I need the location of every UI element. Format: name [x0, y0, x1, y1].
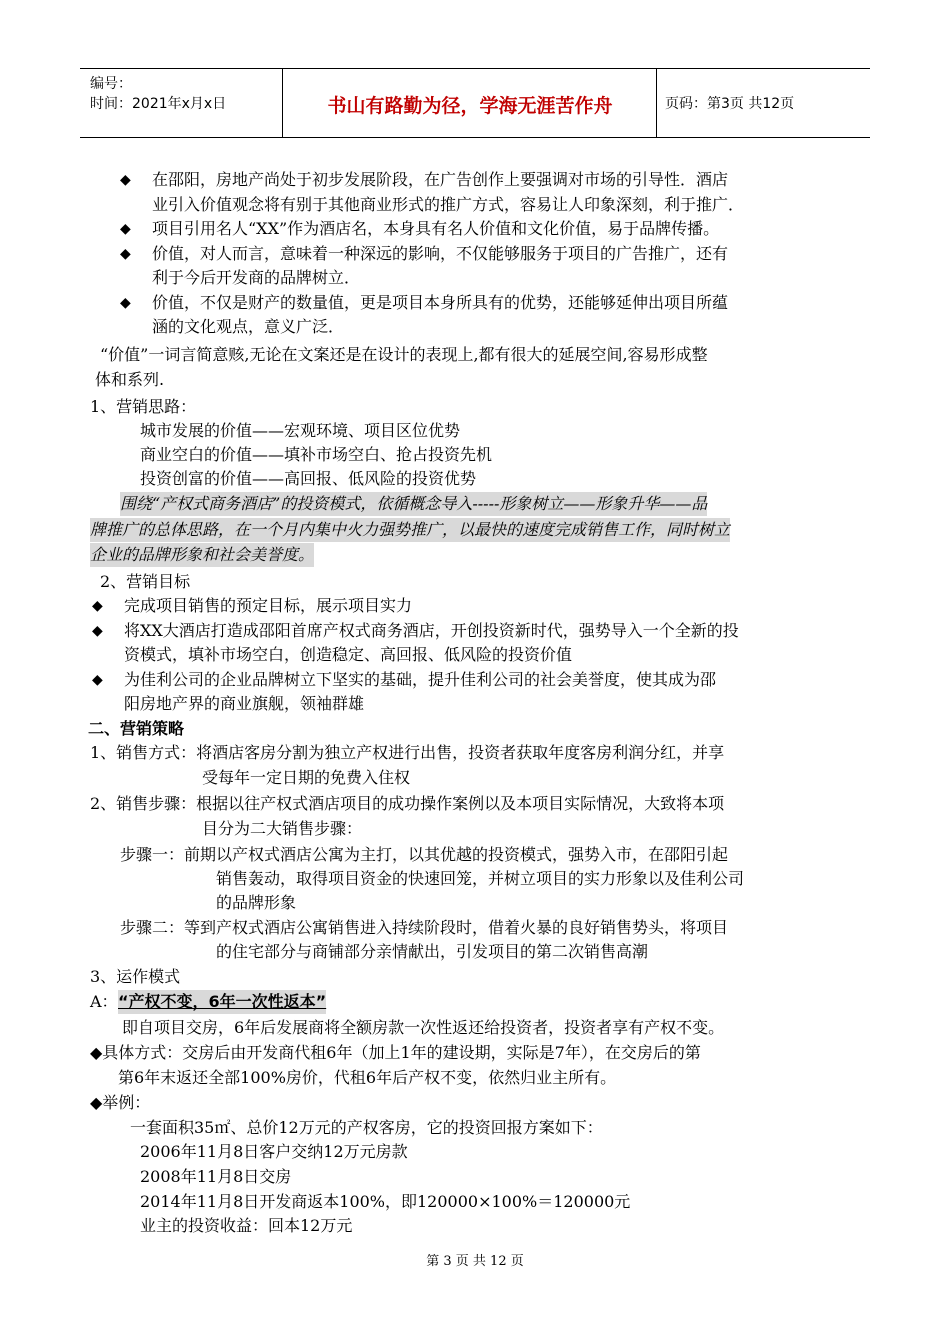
page-footer: 第 3 页 共 12 页	[426, 1254, 524, 1269]
paragraph-line: 体和系列.	[95, 370, 165, 389]
header-table	[80, 68, 870, 138]
header-page-number: 页码：第3页 共12页	[665, 96, 795, 112]
paragraph-line: “价值”一词言简意赅,无论在文案还是在设计的表现上,都有很大的延展空间,容易形成整	[100, 345, 708, 364]
mode-label: A：	[90, 992, 118, 1011]
paragraph-line: 阳房地产界的商业旗舰，领袖群雄	[124, 694, 365, 713]
header-divider	[656, 69, 657, 137]
highlighted-line: 牌推广的总体思路，在一个月内集中火力强势推广，以最快的速度完成销售工作，同时树立	[90, 518, 730, 542]
paragraph-line: 步骤二：等到产权式酒店公寓销售进入持续阶段时，借着火暴的良好销售势头，将项目	[120, 918, 729, 937]
paragraph-line: 销售轰动，取得项目资金的快速回笼，并树立项目的实力形象以及佳利公司	[216, 869, 745, 888]
bullet-icon: ◆	[120, 172, 131, 188]
paragraph-line: 将XX大酒店打造成邵阳首席产权式商务酒店，开创投资新时代，强势导入一个全新的投	[124, 621, 739, 640]
paragraph-line: 业引入价值观念将有别于其他商业形式的推广方式，容易让人印象深刻，利于推广．	[152, 195, 745, 214]
section-heading: 1、营销思路：	[90, 397, 197, 416]
header-motto: 书山有路勤为径，学海无涯苦作舟	[327, 95, 613, 117]
paragraph-line: 在邵阳，房地产尚处于初步发展阶段，在广告创作上要强调对市场的引导性．酒店	[152, 170, 729, 189]
paragraph-line: 受每年一定日期的免费入住权	[202, 768, 411, 787]
bullet-icon: ◆	[92, 598, 103, 614]
paragraph-line: 业主的投资收益：回本12万元	[140, 1216, 353, 1235]
paragraph-line: 利于今后开发商的品牌树立．	[152, 268, 361, 287]
paragraph-line: ◆具体方式：交房后由开发商代租6年（加上1年的建设期，实际是7年），在交房后的第	[90, 1043, 701, 1062]
paragraph-line: 涵的文化观点，意义广泛．	[152, 317, 345, 336]
paragraph-line: 的品牌形象	[216, 893, 297, 912]
paragraph-line: 2008年11月8日交房	[140, 1167, 292, 1186]
paragraph-line: 价值，对人而言，意味着一种深远的影响，不仅能够服务于项目的广告推广，还有	[152, 244, 729, 263]
bullet-icon: ◆	[120, 295, 131, 311]
paragraph-line: 1、销售方式：将酒店客房分割为独立产权进行出售，投资者获取年度客房利润分红，并享	[90, 743, 725, 762]
mode-title: “产权不变，6年一次性返本”	[118, 990, 326, 1014]
paragraph-line: 2014年11月8日开发商返本100%，即120000×100%＝120000元	[140, 1192, 631, 1211]
paragraph-line: 城市发展的价值——宏观环境、项目区位优势	[140, 421, 461, 440]
bullet-icon: ◆	[92, 672, 103, 688]
bullet-icon: ◆	[92, 623, 103, 639]
header-divider	[282, 69, 283, 137]
highlighted-line: 企业的品牌形象和社会美誉度。	[90, 543, 314, 567]
paragraph-line: 投资创富的价值——高回报、低风险的投资优势	[140, 469, 477, 488]
paragraph-line: 商业空白的价值——填补市场空白、抢占投资先机	[140, 445, 493, 464]
paragraph-line: 价值，不仅是财产的数量值，更是项目本身所具有的优势，还能够延伸出项目所蕴	[152, 293, 729, 312]
section-heading: 3、运作模式	[90, 967, 181, 986]
paragraph-line: 项目引用名人“XX”作为酒店名，本身具有名人价值和文化价值，易于品牌传播。	[152, 219, 720, 238]
paragraph-line: 即自项目交房，6年后发展商将全额房款一次性返还给投资者，投资者享有产权不变。	[122, 1018, 725, 1037]
paragraph-line: 2006年11月8日客户交纳12万元房款	[140, 1142, 408, 1161]
paragraph-line: 一套面积35㎡、总价12万元的产权客房，它的投资回报方案如下：	[130, 1118, 603, 1137]
paragraph-line: 完成项目销售的预定目标，展示项目实力	[124, 596, 413, 615]
paragraph-line: 为佳利公司的企业品牌树立下坚实的基础，提升佳利公司的社会美誉度，使其成为邵	[124, 670, 717, 689]
bullet-icon: ◆	[120, 246, 131, 262]
section-title: 二、营销策略	[88, 719, 185, 738]
paragraph-line: 步骤一：前期以产权式酒店公寓为主打，以其优越的投资模式，强势入市，在邵阳引起	[120, 845, 729, 864]
paragraph-line: 第6年末返还全部100%房价，代租6年后产权不变，依然归业主所有。	[118, 1068, 617, 1087]
doc-date-label: 时间：2021年x月x日	[90, 96, 227, 112]
paragraph-line: 资模式，填补市场空白，创造稳定、高回报、低风险的投资价值	[124, 645, 573, 664]
highlighted-line: 围绕“产权式商务酒店”的投资模式，依循概念导入-----形象树立——形象升华——品	[120, 492, 707, 516]
paragraph-line: 目分为二大销售步骤：	[202, 819, 363, 838]
paragraph-line: 的住宅部分与商铺部分亲情献出，引发项目的第二次销售高潮	[216, 942, 649, 961]
bullet-icon: ◆	[120, 221, 131, 237]
paragraph-line: ◆举例：	[90, 1093, 151, 1112]
paragraph-line: 2、销售步骤：根据以往产权式酒店项目的成功操作案例以及本项目实际情况，大致将本项	[90, 794, 725, 813]
section-heading: 2、营销目标	[100, 572, 191, 591]
doc-id-label: 编号：	[90, 76, 132, 92]
